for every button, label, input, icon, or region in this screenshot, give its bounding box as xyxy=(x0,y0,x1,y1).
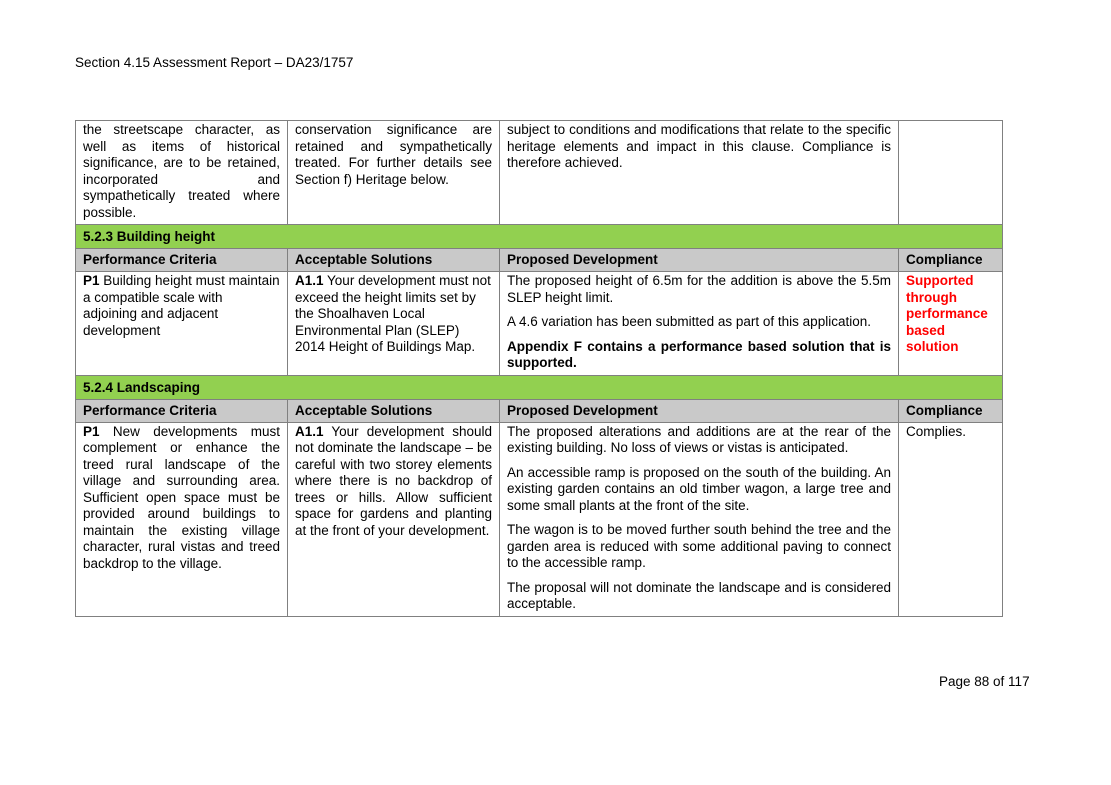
proposed-paragraph: An accessible ramp is proposed on the south of the building. An existing garden contains an old timber wagon, a large tree and some small plants at the front of the site. xyxy=(507,464,891,513)
compliance-cell: Supported through performance based solution xyxy=(899,272,1003,376)
solution-code: A1.1 xyxy=(295,423,324,439)
assessment-table xyxy=(75,120,1003,617)
col-header-criteria: Performance Criteria xyxy=(76,249,288,272)
solutions-cell xyxy=(288,422,500,616)
criteria-code: P1 xyxy=(83,273,100,288)
proposed-cell: subject to conditions and modifications that relate to the specific heritage elements and impact in this clause. Compliance is therefore achieved. xyxy=(500,121,899,225)
compliance-cell xyxy=(899,121,1003,225)
proposed-paragraph: A 4.6 variation has been submitted as part of this application. xyxy=(507,314,871,329)
criteria-row-building-height xyxy=(76,272,1003,376)
criteria-cell: the streetscape character, as well as items of historical significance, are to be retained, incorporated and sympathetically treated where possible. xyxy=(76,121,288,225)
solutions-cell: conservation significance are retained and sympathetically treated. For further details see Section f) Heritage below. xyxy=(288,121,500,225)
col-header-compliance: Compliance xyxy=(899,399,1003,422)
col-header-compliance: Compliance xyxy=(899,249,1003,272)
col-header-proposed: Proposed Development xyxy=(500,399,899,422)
proposed-paragraph: The wagon is to be moved further south behind the tree and the garden area is reduced with some additional paving to connect to the accessible ramp. xyxy=(507,522,891,570)
proposed-cell xyxy=(500,272,899,376)
section-row-building-height xyxy=(76,225,1003,249)
section-row-landscaping xyxy=(76,375,1003,399)
proposed-paragraph: The proposal will not dominate the landscape and is considered acceptable. xyxy=(507,579,891,611)
col-header-solutions: Acceptable Solutions xyxy=(288,399,500,422)
solution-text: Your development should not dominate the landscape – be careful with two storey elements where there is no backdrop of trees or hills. Allow sufficient space for gardens and planting at the front of your development. xyxy=(295,423,492,538)
column-header-row xyxy=(76,399,1003,422)
criteria-text: New developments must complement or enhance the treed rural landscape of the village and surrounding area. Sufficient open space must be provided around buildings to maintain the existing village character, rural vistas and treed backdrop to the village. xyxy=(83,423,280,571)
criteria-code: P1 xyxy=(83,423,100,439)
page-number: Page 88 of 117 xyxy=(939,674,1030,689)
criteria-row-landscaping xyxy=(76,422,1003,616)
criteria-cell xyxy=(76,272,288,376)
section-title: 5.2.3 Building height xyxy=(76,225,1003,249)
column-header-row xyxy=(76,249,1003,272)
solution-text: Your development must not exceed the height limits set by the Shoalhaven Local Environmental Plan (SLEP) 2014 Height of Buildings Map. xyxy=(295,273,491,354)
col-header-solutions: Acceptable Solutions xyxy=(288,249,500,272)
report-header: Section 4.15 Assessment Report – DA23/1757 xyxy=(75,55,354,70)
compliance-cell: Complies. xyxy=(899,422,1003,616)
col-header-proposed: Proposed Development xyxy=(500,249,899,272)
section-title: 5.2.4 Landscaping xyxy=(76,375,1003,399)
col-header-criteria: Performance Criteria xyxy=(76,399,288,422)
criteria-text: Building height must maintain a compatible scale with adjoining and adjacent development xyxy=(83,273,280,338)
proposed-cell xyxy=(500,422,899,616)
criteria-cell xyxy=(76,422,288,616)
solutions-cell xyxy=(288,272,500,376)
solution-code: A1.1 xyxy=(295,273,324,288)
proposed-paragraph: The proposed alterations and additions are at the rear of the existing building. No loss of views or vistas is anticipated. xyxy=(507,423,891,455)
proposed-paragraph: Appendix F contains a performance based solution that is supported. xyxy=(507,338,891,370)
continuation-row xyxy=(76,121,1003,225)
proposed-paragraph: The proposed height of 6.5m for the addition is above the 5.5m SLEP height limit. xyxy=(507,273,891,305)
